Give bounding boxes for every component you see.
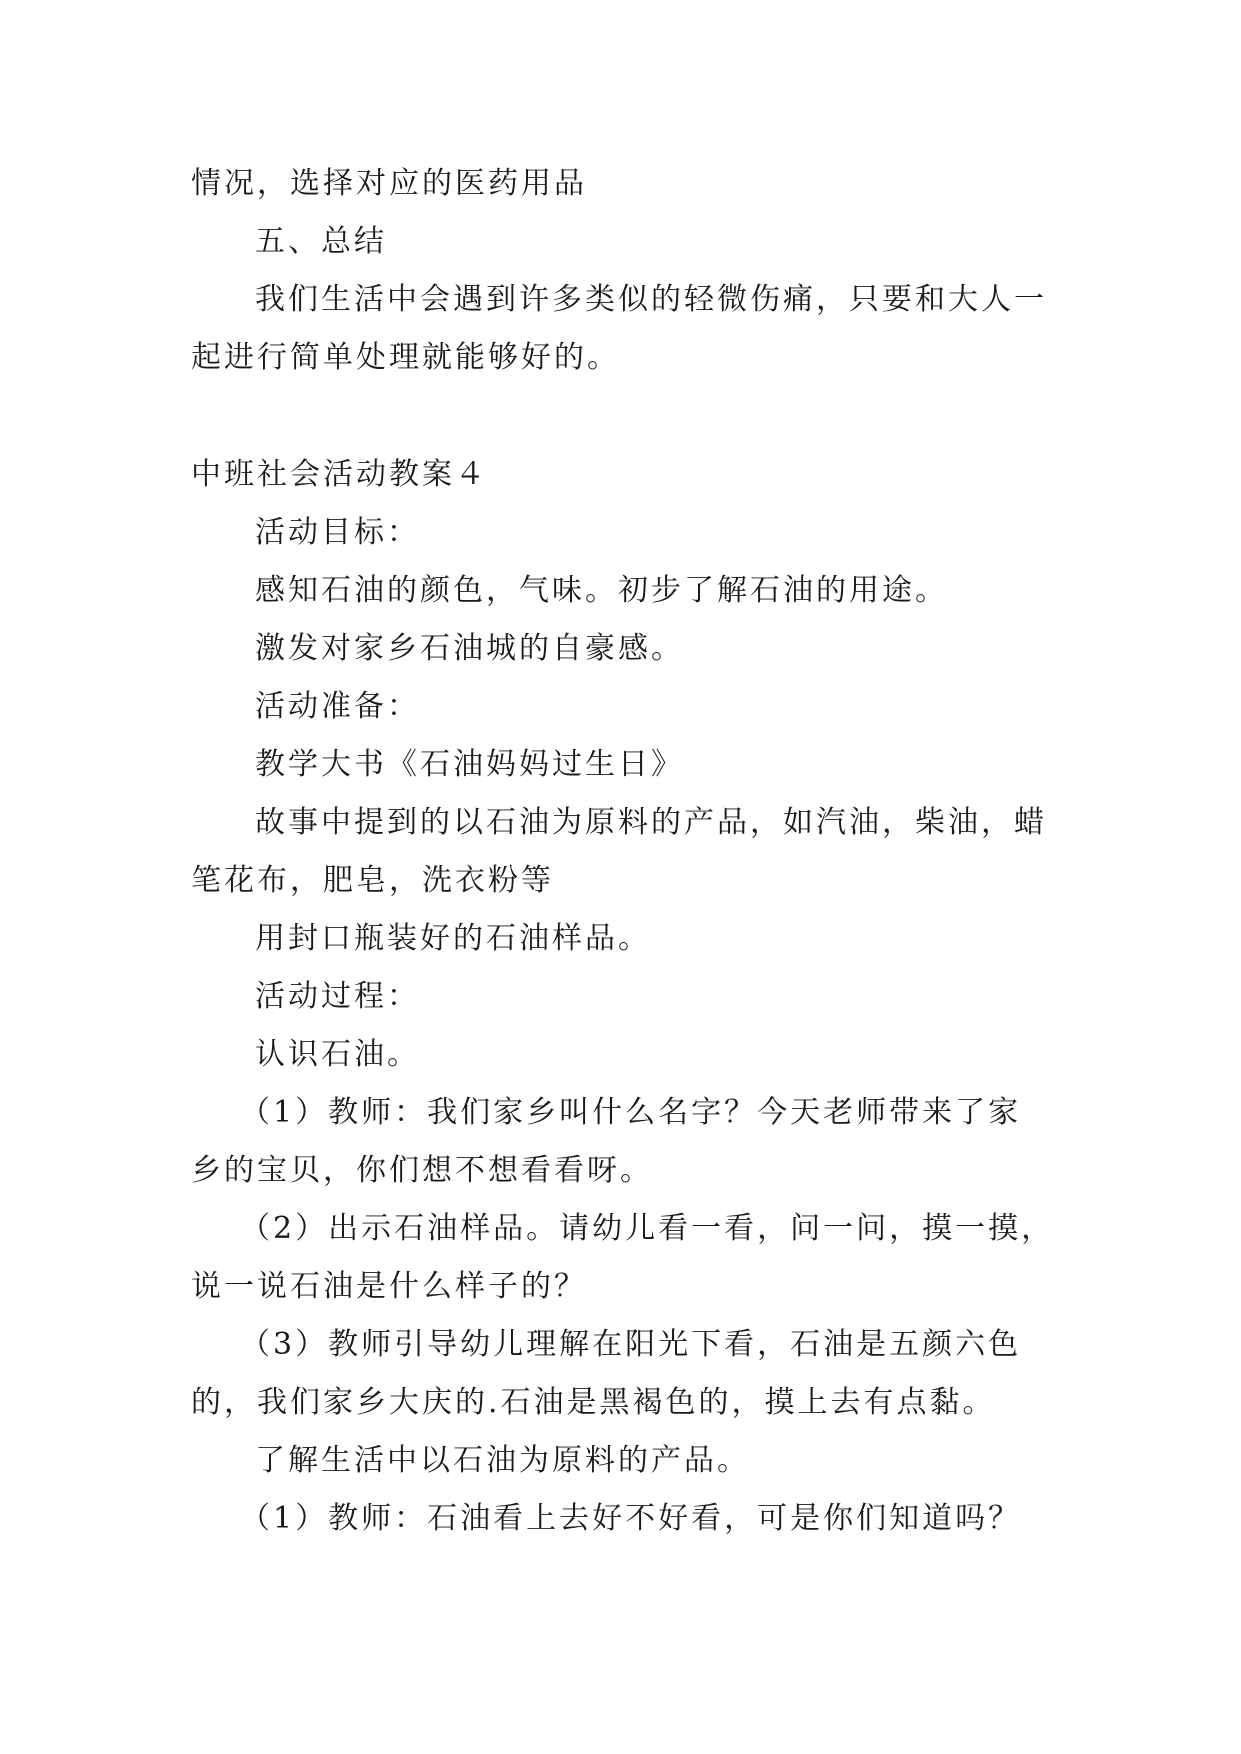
text-line: （3）教师引导幼儿理解在阳光下看，石油是五颜六色 <box>240 1327 1022 1362</box>
text-line: 说一说石油是什么样子的？ <box>191 1269 587 1304</box>
text-line: （2）出示石油样品。请幼儿看一看，问一问，摸一摸， <box>240 1211 1055 1246</box>
text-line: 的，我们家乡大庆的.石油是黑褐色的，摸上去有点黏。 <box>191 1385 996 1420</box>
section-heading: 五、总结 <box>255 224 387 259</box>
text-line: 认识石油。 <box>255 1037 420 1072</box>
text-line: （1）教师：石油看上去好不好看，可是你们知道吗？ <box>240 1501 1022 1536</box>
text-line: 起进行简单处理就能够好的。 <box>191 340 620 375</box>
section-heading: 活动过程： <box>255 979 420 1014</box>
text-line: （1）教师：我们家乡叫什么名字？今天老师带来了家 <box>240 1095 1022 1130</box>
text-line: 用封口瓶装好的石油样品。 <box>255 921 651 956</box>
text-line: 故事中提到的以石油为原料的产品，如汽油，柴油，蜡 <box>255 805 1047 840</box>
lesson-title: 中班社会活动教案４ <box>191 457 488 492</box>
section-heading: 活动目标： <box>255 515 420 550</box>
text-line: 我们生活中会遇到许多类似的轻微伤痛，只要和大人一 <box>255 282 1047 317</box>
text-line: 乡的宝贝，你们想不想看看呀。 <box>191 1153 653 1188</box>
text-line: 激发对家乡石油城的自豪感。 <box>255 631 684 666</box>
section-heading: 活动准备： <box>255 689 420 724</box>
text-line: 教学大书《石油妈妈过生日》 <box>255 747 684 782</box>
text-line: 了解生活中以石油为原料的产品。 <box>255 1443 750 1478</box>
text-line: 笔花布，肥皂，洗衣粉等 <box>191 863 554 898</box>
text-line: 情况，选择对应的医药用品 <box>191 166 587 201</box>
text-line: 感知石油的颜色，气味。初步了解石油的用途。 <box>255 573 948 608</box>
